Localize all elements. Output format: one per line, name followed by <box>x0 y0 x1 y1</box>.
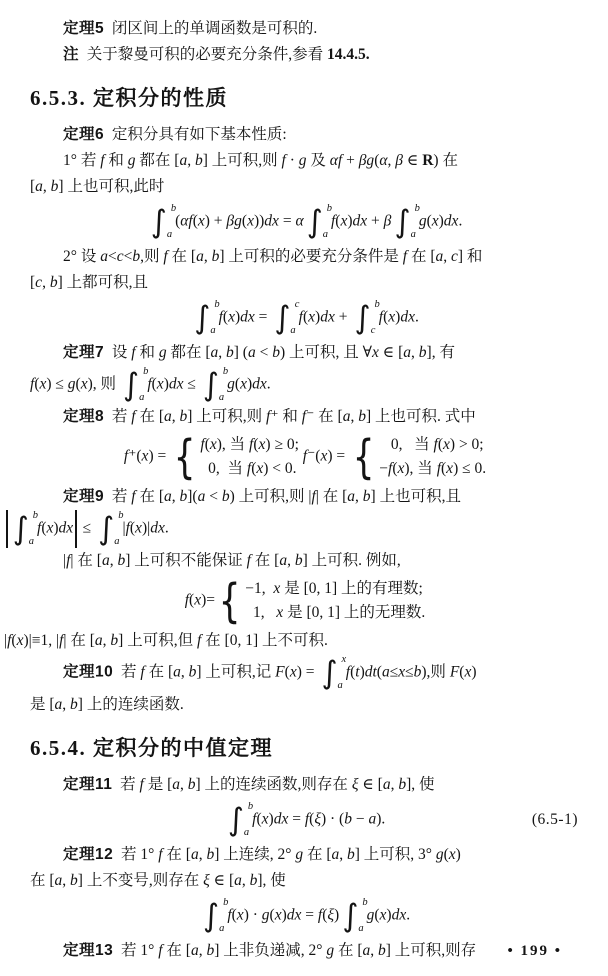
theorem-label: 定理7 <box>63 344 105 361</box>
page-content <box>4 16 580 964</box>
curly-brace: { <box>173 430 196 484</box>
piecewise-cases <box>170 430 299 484</box>
theorem-label: 定理10 <box>63 663 114 681</box>
theorem-9-line: 定理9 若 f 在 [a, b](a < b) 上可积,则 |f| 在 [a, b] 上也可积,且 <box>63 488 461 505</box>
theorem-10-line: 定理10 若 f 在 [a, b] 上可积,记 F(x) = ∫ x a f(t)dt(a≤x≤b),则 F(x) <box>63 654 477 691</box>
theorem-label: 定理12 <box>63 846 114 863</box>
curly-brace: { <box>218 574 241 628</box>
theorem-label: 定理5 <box>63 20 105 37</box>
case-row: −1, x 是 [0, 1] 上的有理数; <box>245 580 423 597</box>
formula-linearity: ∫ b a (αf(x) + βg(x))dx = α ∫ b a f(x)dx + β ∫ b a g(x)dx. <box>150 203 463 240</box>
case-row: 1, x 是 [0, 1] 上的无理数. <box>245 604 426 621</box>
theorem-label: 定理13 <box>63 942 114 959</box>
formula-dirichlet-example: f(x)= { −1, x 是 [0, 1] 上的有理数; 1, x 是 [0, 1] 上的无理数. <box>184 574 426 628</box>
formula-generalized-mean-value: ∫ b a f(x) · g(x)dx = f(ξ) ∫ b a g(x)dx. <box>202 897 411 934</box>
integral-sign: ∫ b a <box>202 366 229 403</box>
theorem-8-line: 定理8 若 f 在 [a, b] 上可积,则 f⁺ 和 f⁻ 在 [a, b] 上也可积. 式中 <box>63 408 476 425</box>
theorem-13-line: 定理13 若 1° f 在 [a, b] 上非负递减, 2° g 在 [a, b] 上可积,则存 <box>63 942 477 959</box>
piecewise-cases <box>215 574 426 628</box>
theorem-label: 注 <box>63 46 80 63</box>
theorem-6-line: 定理6 定积分具有如下基本性质: <box>63 126 287 143</box>
theorem-label: 定理11 <box>63 776 113 793</box>
integral-sign: ∫ b a <box>202 897 229 934</box>
formula-mean-value: ∫ b a f(x)dx = f(ξ) · (b − a). (6.5-1) <box>227 801 578 838</box>
theorem-7-line: 定理7 设 f 和 g 都在 [a, b] (a < b) 上可积, 且 ∀x ∈ [a, b], 有 <box>63 344 455 361</box>
integral-sign: ∫ x a <box>321 654 347 691</box>
formula-additivity: ∫ b a f(x)dx = ∫ c a f(x)dx + ∫ b c f(x)dx. <box>194 299 419 336</box>
integral-sign: ∫ b a <box>150 203 177 240</box>
case-row: 0, 当 f(x) < 0. <box>200 460 297 477</box>
note-line: 注 关于黎曼可积的必要充分条件,参看 14.4.5. <box>63 46 370 63</box>
theorem-7-cont: f(x) ≤ g(x), 则 ∫ b a f(x)dx ≤ ∫ b a g(x)dx. <box>30 366 271 403</box>
integral-sign: ∫ b c <box>354 299 380 336</box>
page-number: • 199 • <box>507 943 562 959</box>
section-heading-653: 6.5.3. 定积分的性质 <box>30 86 228 110</box>
theorem-label: 定理8 <box>63 408 105 425</box>
integral-sign: ∫ b a <box>306 203 332 240</box>
integral-sign: ∫ b a <box>342 897 368 934</box>
theorem-label: 定理6 <box>63 126 105 143</box>
formula-fplus-fminus: f⁺(x) = { f(x), 当 f(x) ≥ 0; 0, 当 f(x) < 0. f⁻(x) = { 0, 当 f(x) > 0; −f(x), 当 f(x) ≤ 0. <box>123 430 487 484</box>
section-heading-654: 6.5.4. 定积分的中值定理 <box>30 736 273 760</box>
integral-sign: ∫ b a <box>12 510 38 547</box>
abs-remark-line: |f| 在 [a, b] 上可积不能保证 f 在 [a, b] 上可积. 例如, <box>63 552 401 569</box>
theorem-6-item2-cont: [c, b] 上都可积,且 <box>30 274 148 291</box>
integral-sign: ∫ b a <box>122 366 149 403</box>
piecewise-cases <box>349 430 487 484</box>
integral-sign: ∫ b a <box>194 299 220 336</box>
theorem-6-item1-line: 1° 若 f 和 g 都在 [a, b] 上可积,则 f · g 及 αf + βg(α, β ∈ R) 在 <box>63 152 458 169</box>
abs-value-bar <box>75 510 77 548</box>
theorem-12-line: 定理12 若 1° f 在 [a, b] 上连续, 2° g 在 [a, b] 上可积, 3° g(x) <box>63 846 461 863</box>
equation-number: (6.5-1) <box>531 811 578 828</box>
theorem-10-cont: 是 [a, b] 上的连续函数. <box>30 696 184 713</box>
theorem-6-item2-line: 2° 设 a<c<b,则 f 在 [a, b] 上可积的必要充分条件是 f 在 [a, c] 和 <box>63 248 483 265</box>
integral-sign: ∫ b a <box>394 203 420 240</box>
theorem-5-line: 定理5 闭区间上的单调函数是可积的. <box>63 20 318 37</box>
theorem-label: 定理9 <box>63 488 105 505</box>
case-row: 0, 当 f(x) > 0; <box>379 436 484 453</box>
curly-brace: { <box>352 430 375 484</box>
integral-sign: ∫ c a <box>274 299 300 336</box>
theorem-6-item1-cont: [a, b] 上也可积,此时 <box>30 178 165 195</box>
case-row: −f(x), 当 f(x) ≤ 0. <box>379 460 487 477</box>
abs-value-bar <box>6 510 8 548</box>
case-row: f(x), 当 f(x) ≥ 0; <box>200 436 299 453</box>
integral-sign: ∫ b a <box>98 510 124 547</box>
theorem-12-cont: 在 [a, b] 上不变号,则存在 ξ ∈ [a, b], 使 <box>30 872 286 889</box>
formula-abs-inequality: ∫ b a f(x)dx ≤ ∫ b a |f(x)|dx. <box>4 510 580 548</box>
example-conclusion-line: |f(x)|≡1, |f| 在 [a, b] 上可积,但 f 在 [0, 1] 上不可积. <box>4 632 328 649</box>
integral-sign: ∫ b a <box>227 801 254 838</box>
theorem-11-line: 定理11 若 f 是 [a, b] 上的连续函数,则存在 ξ ∈ [a, b], 使 <box>63 776 435 793</box>
